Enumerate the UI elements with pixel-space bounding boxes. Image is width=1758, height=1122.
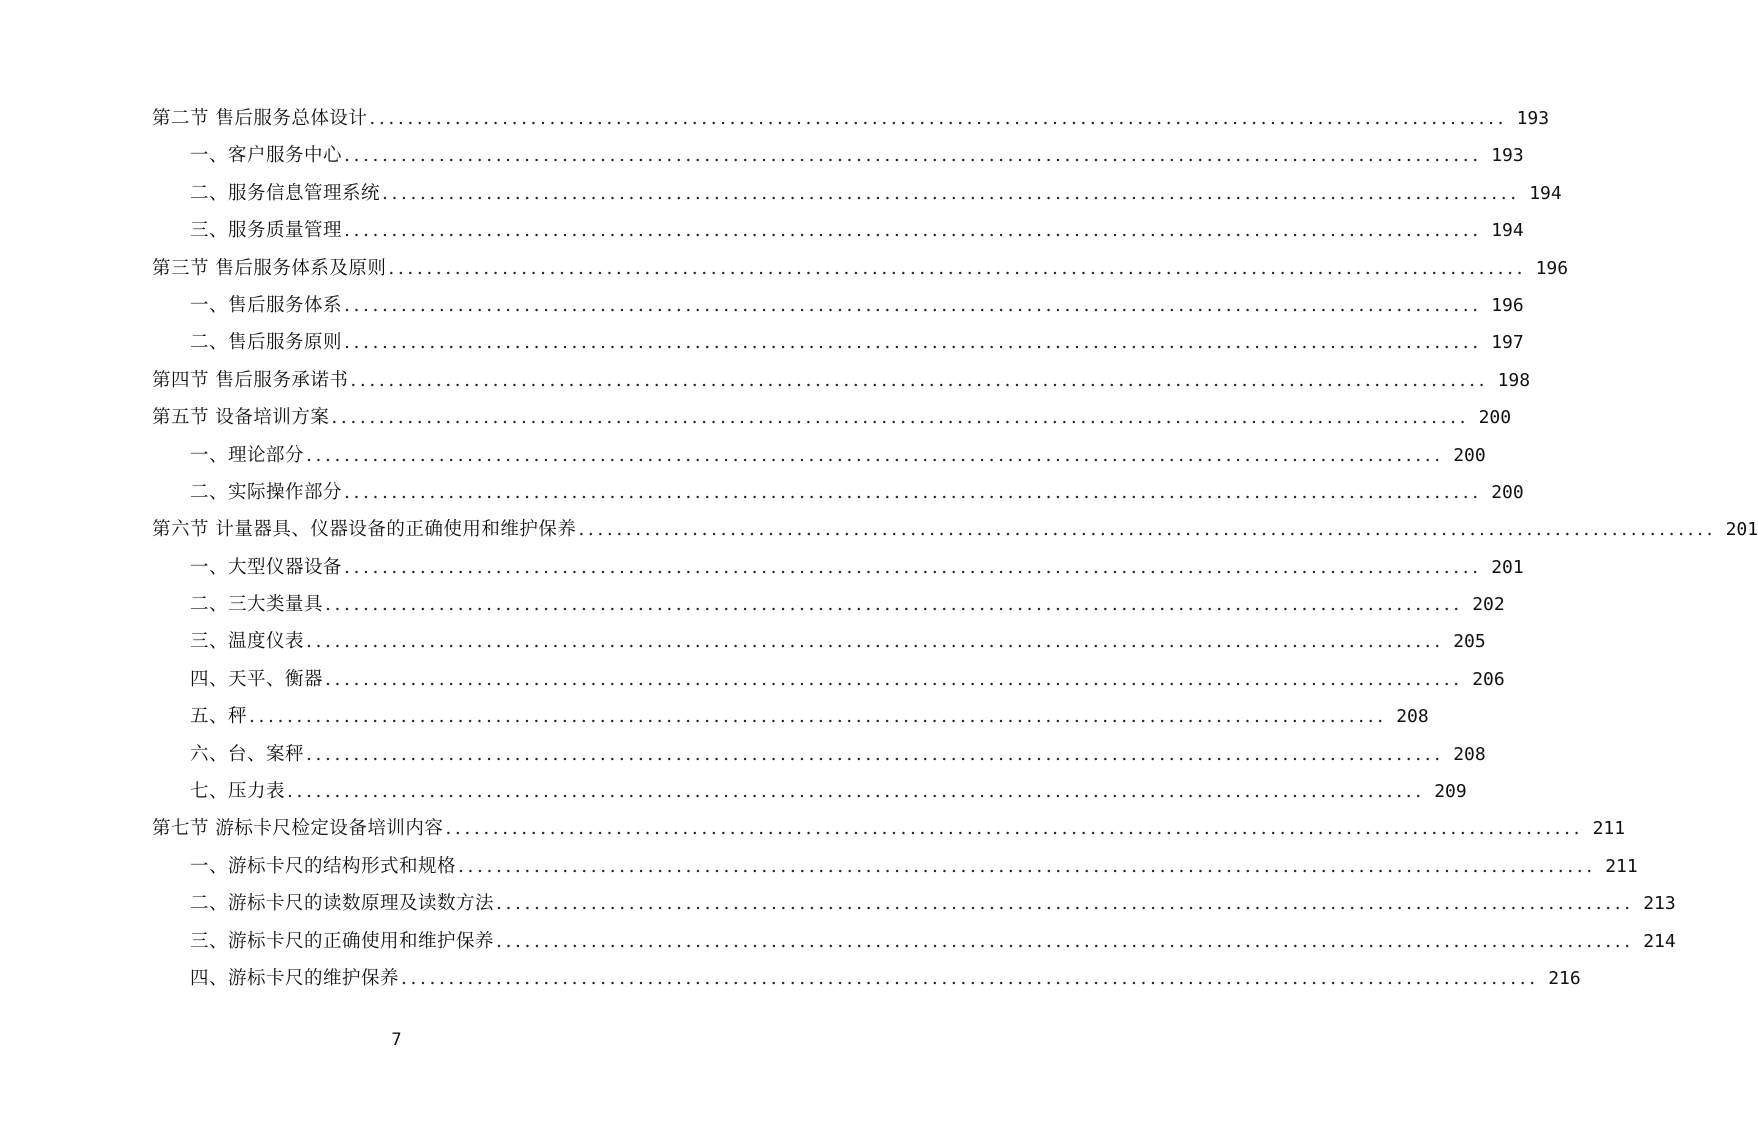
toc-entry[interactable] <box>0 137 1524 174</box>
toc-entry-title: 一、游标卡尺的结构形式和规格 <box>190 855 457 877</box>
toc-dot-leader: ........................................................................................................................ <box>344 294 1482 316</box>
toc-entry-page: 211 <box>1605 855 1638 877</box>
toc-entry[interactable] <box>0 736 1486 773</box>
toc-entry-title: 第三节 售后服务体系及原则 <box>152 257 387 279</box>
toc-entry-page: 205 <box>1453 631 1486 653</box>
toc-dot-leader: ........................................................................................................................ <box>331 407 1470 429</box>
toc-entry[interactable] <box>0 362 1531 399</box>
toc-dot-leader: ........................................................................................................................ <box>249 706 1387 728</box>
toc-dot-leader: ........................................................................................................................ <box>382 182 1520 204</box>
toc-dot-leader: ........................................................................................................................ <box>458 855 1596 877</box>
toc-entry[interactable] <box>0 437 1486 474</box>
toc-entry-title: 一、理论部分 <box>190 444 305 466</box>
toc-entry[interactable] <box>0 212 1524 249</box>
toc-entry-page: 194 <box>1529 182 1562 204</box>
toc-entry-page: 200 <box>1478 407 1512 429</box>
toc-entry[interactable] <box>0 773 1467 810</box>
toc-entry[interactable] <box>0 511 1758 548</box>
toc-entry-title: 第七节 游标卡尺检定设备培训内容 <box>152 818 444 840</box>
toc-entry-page: 200 <box>1491 481 1524 503</box>
toc-entry-title: 一、客户服务中心 <box>190 145 343 167</box>
toc-dot-leader: ........................................................................................................................ <box>445 818 1584 840</box>
toc-dot-leader: ........................................................................................................................ <box>369 108 1508 129</box>
toc-entry-page: 202 <box>1472 594 1505 616</box>
toc-entry-page: 200 <box>1453 444 1486 466</box>
toc-entry-page: 193 <box>1516 108 1550 129</box>
toc-entry-title: 三、游标卡尺的正确使用和维护保养 <box>190 930 495 952</box>
toc-entry-page: 206 <box>1472 668 1505 690</box>
toc-dot-leader: ........................................................................................................................ <box>578 519 1717 541</box>
toc-dot-leader: ........................................................................................................................ <box>306 631 1444 653</box>
toc-dot-leader: ........................................................................................................................ <box>287 781 1425 803</box>
toc-entry-title: 二、售后服务原则 <box>190 332 343 354</box>
toc-dot-leader: ........................................................................................................................ <box>325 668 1463 690</box>
toc-entry[interactable] <box>0 287 1524 324</box>
toc-entry-title: 六、台、案秤 <box>190 743 305 765</box>
toc-entry-page: 209 <box>1434 781 1467 803</box>
toc-entry-title: 第五节 设备培训方案 <box>152 407 330 429</box>
toc-dot-leader: ........................................................................................................................ <box>401 967 1539 989</box>
toc-entry-page: 213 <box>1643 893 1676 915</box>
toc-entry-page: 201 <box>1725 519 1758 541</box>
toc-entry-title: 一、售后服务体系 <box>190 294 343 316</box>
toc-entry[interactable] <box>0 810 1626 847</box>
toc-entry-title: 四、天平、衡器 <box>190 668 324 690</box>
toc-dot-leader: ........................................................................................................................ <box>344 220 1482 242</box>
toc-dot-leader: ........................................................................................................................ <box>325 594 1463 616</box>
toc-entry-page: 216 <box>1548 967 1581 989</box>
toc-entry-title: 二、实际操作部分 <box>190 481 343 503</box>
toc-entry-title: 三、温度仪表 <box>190 631 305 653</box>
toc-dot-leader: ........................................................................................................................ <box>344 145 1482 167</box>
toc-dot-leader: ........................................................................................................................ <box>344 556 1482 578</box>
toc-entry-page: 208 <box>1453 743 1486 765</box>
toc-entry-title: 第四节 售后服务承诺书 <box>152 369 349 391</box>
toc-entry[interactable] <box>0 474 1524 511</box>
toc-dot-leader: ........................................................................................................................ <box>306 444 1444 466</box>
toc-entry-title: 二、服务信息管理系统 <box>190 182 381 204</box>
toc-entry-title: 四、游标卡尺的维护保养 <box>190 967 400 989</box>
toc-entry[interactable] <box>0 175 1562 212</box>
toc-entry-page: 197 <box>1491 332 1524 354</box>
toc-dot-leader: ........................................................................................................................ <box>496 930 1634 952</box>
toc-entry-page: 196 <box>1491 294 1524 316</box>
toc-entry-page: 194 <box>1491 220 1524 242</box>
toc-entry[interactable] <box>0 848 1638 885</box>
toc-entry[interactable] <box>0 549 1524 586</box>
toc-entry[interactable] <box>0 885 1676 922</box>
toc-entry[interactable] <box>0 100 1550 137</box>
toc-dot-leader: ........................................................................................................................ <box>344 332 1482 354</box>
toc-entry[interactable] <box>0 586 1505 623</box>
toc-entry[interactable] <box>0 399 1512 436</box>
toc-dot-leader: ........................................................................................................................ <box>350 369 1489 391</box>
toc-dot-leader: ........................................................................................................................ <box>306 743 1444 765</box>
toc-entry-title: 二、三大类量具 <box>190 594 324 616</box>
toc-entry-title: 第二节 售后服务总体设计 <box>152 108 368 129</box>
toc-entry[interactable] <box>0 661 1505 698</box>
toc-entry-page: 196 <box>1535 257 1569 279</box>
toc-entry-title: 二、游标卡尺的读数原理及读数方法 <box>190 893 495 915</box>
toc-entry[interactable] <box>0 698 1429 735</box>
toc-entry-page: 214 <box>1643 930 1676 952</box>
toc-entry[interactable] <box>0 623 1486 660</box>
toc-dot-leader: ........................................................................................................................ <box>344 481 1482 503</box>
toc-entry-title: 第六节 计量器具、仪器设备的正确使用和维护保养 <box>152 519 577 541</box>
page-number: 7 <box>391 1030 402 1050</box>
table-of-contents <box>0 100 1758 997</box>
toc-dot-leader: ........................................................................................................................ <box>388 257 1527 279</box>
toc-entry[interactable] <box>0 324 1524 361</box>
toc-entry-title: 三、服务质量管理 <box>190 220 343 242</box>
toc-dot-leader: ........................................................................................................................ <box>496 893 1634 915</box>
toc-entry-title: 七、压力表 <box>190 781 286 803</box>
toc-entry-title: 五、秤 <box>190 706 248 728</box>
toc-entry[interactable] <box>0 923 1676 960</box>
toc-entry-page: 193 <box>1491 145 1524 167</box>
toc-entry-page: 208 <box>1396 706 1429 728</box>
toc-entry-page: 198 <box>1497 369 1531 391</box>
toc-entry-page: 201 <box>1491 556 1524 578</box>
toc-entry-page: 211 <box>1592 818 1626 840</box>
toc-entry[interactable] <box>0 960 1581 997</box>
toc-entry-title: 一、大型仪器设备 <box>190 556 343 578</box>
toc-entry[interactable] <box>0 250 1569 287</box>
